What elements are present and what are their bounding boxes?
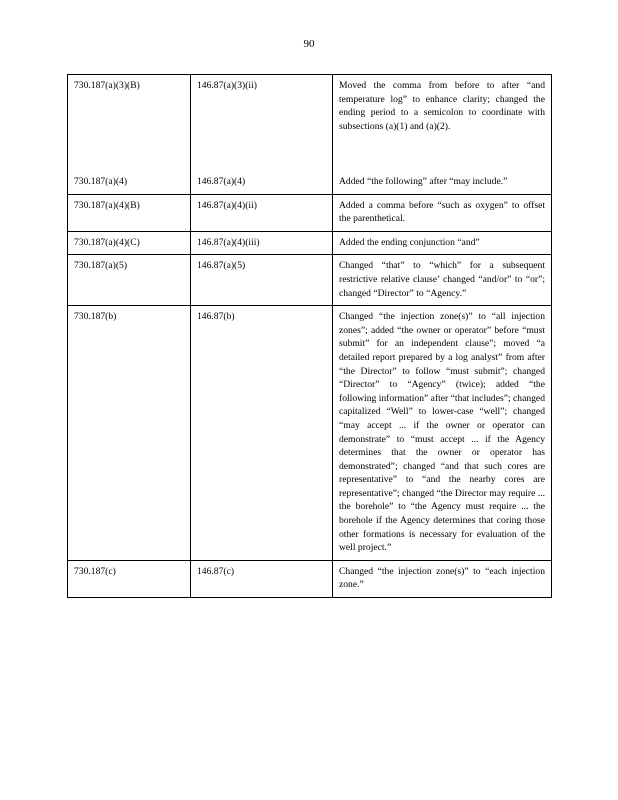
table-row	[68, 306, 552, 561]
change-description: Changed “the injection zone(s)” to “all injection zones”; added “the owner or operator” before “must submit” for an independent clause”; moved “a detailed report prepared by a log analyst” from after “the Director” to follow “must submit”; changed “Director” to “Agency” (twice); added “the following information” after “that includes”; changed capitalized “Well” to lower-case “well”; changed “may accept ... if the owner or operator can demonstrate” to “must accept ... if the Agency determines that the owner or operator has demonstrated”; changed “and that such cores are representative” to “and the nearby cores are representative”; changed “the Director may require ... the borehole” to “the Agency must require ... the borehole if the Agency determines that coring those other formations is necessary for evaluation of the well project.”	[333, 306, 552, 561]
old-section-cell	[68, 75, 191, 195]
old-section: 730.187(a)(3)(B)	[74, 80, 140, 91]
cross-reference-table	[67, 74, 552, 598]
table-row	[68, 75, 552, 195]
change-description: Changed “that” to “which” for a subsequent restrictive relative clause’ changed “and/or” to “or”; changed “Director” to “Agency.”	[333, 255, 552, 306]
new-section-cell	[191, 75, 333, 195]
table-row	[68, 560, 552, 597]
new-section: 146.87(a)(4)(ii)	[191, 194, 333, 231]
old-section: 730.187(a)(4)	[74, 176, 128, 187]
new-section: 146.87(a)(4)	[197, 176, 246, 187]
new-section: 146.87(a)(5)	[191, 255, 333, 306]
change-description: Changed “the injection zone(s)” to “each injection zone.”	[333, 560, 552, 597]
table-row	[68, 255, 552, 306]
old-section: 730.187(a)(4)(C)	[68, 231, 191, 255]
old-section: 730.187(c)	[68, 560, 191, 597]
description-cell	[333, 75, 552, 195]
change-description: Added a comma before “such as oxygen” to offset the parenthetical.	[333, 194, 552, 231]
old-section: 730.187(b)	[68, 306, 191, 561]
new-section: 146.87(c)	[191, 560, 333, 597]
new-section: 146.87(a)(3)(ii)	[197, 80, 257, 91]
change-description: Moved the comma from before to after “and temperature log” to enhance clarity; changed the ending period to a semicolon to coordinate with subsections (a)(1) and (a)(2).	[339, 80, 545, 132]
new-section: 146.87(b)	[191, 306, 333, 561]
new-section: 146.87(a)(4)(iii)	[191, 231, 333, 255]
page-number: 90	[303, 38, 315, 50]
old-section: 730.187(a)(4)(B)	[68, 194, 191, 231]
table-row	[68, 231, 552, 255]
table-row	[68, 194, 552, 231]
old-section: 730.187(a)(5)	[68, 255, 191, 306]
change-description: Added “the following” after “may include.”	[339, 176, 508, 187]
change-description: Added the ending conjunction “and”	[333, 231, 552, 255]
